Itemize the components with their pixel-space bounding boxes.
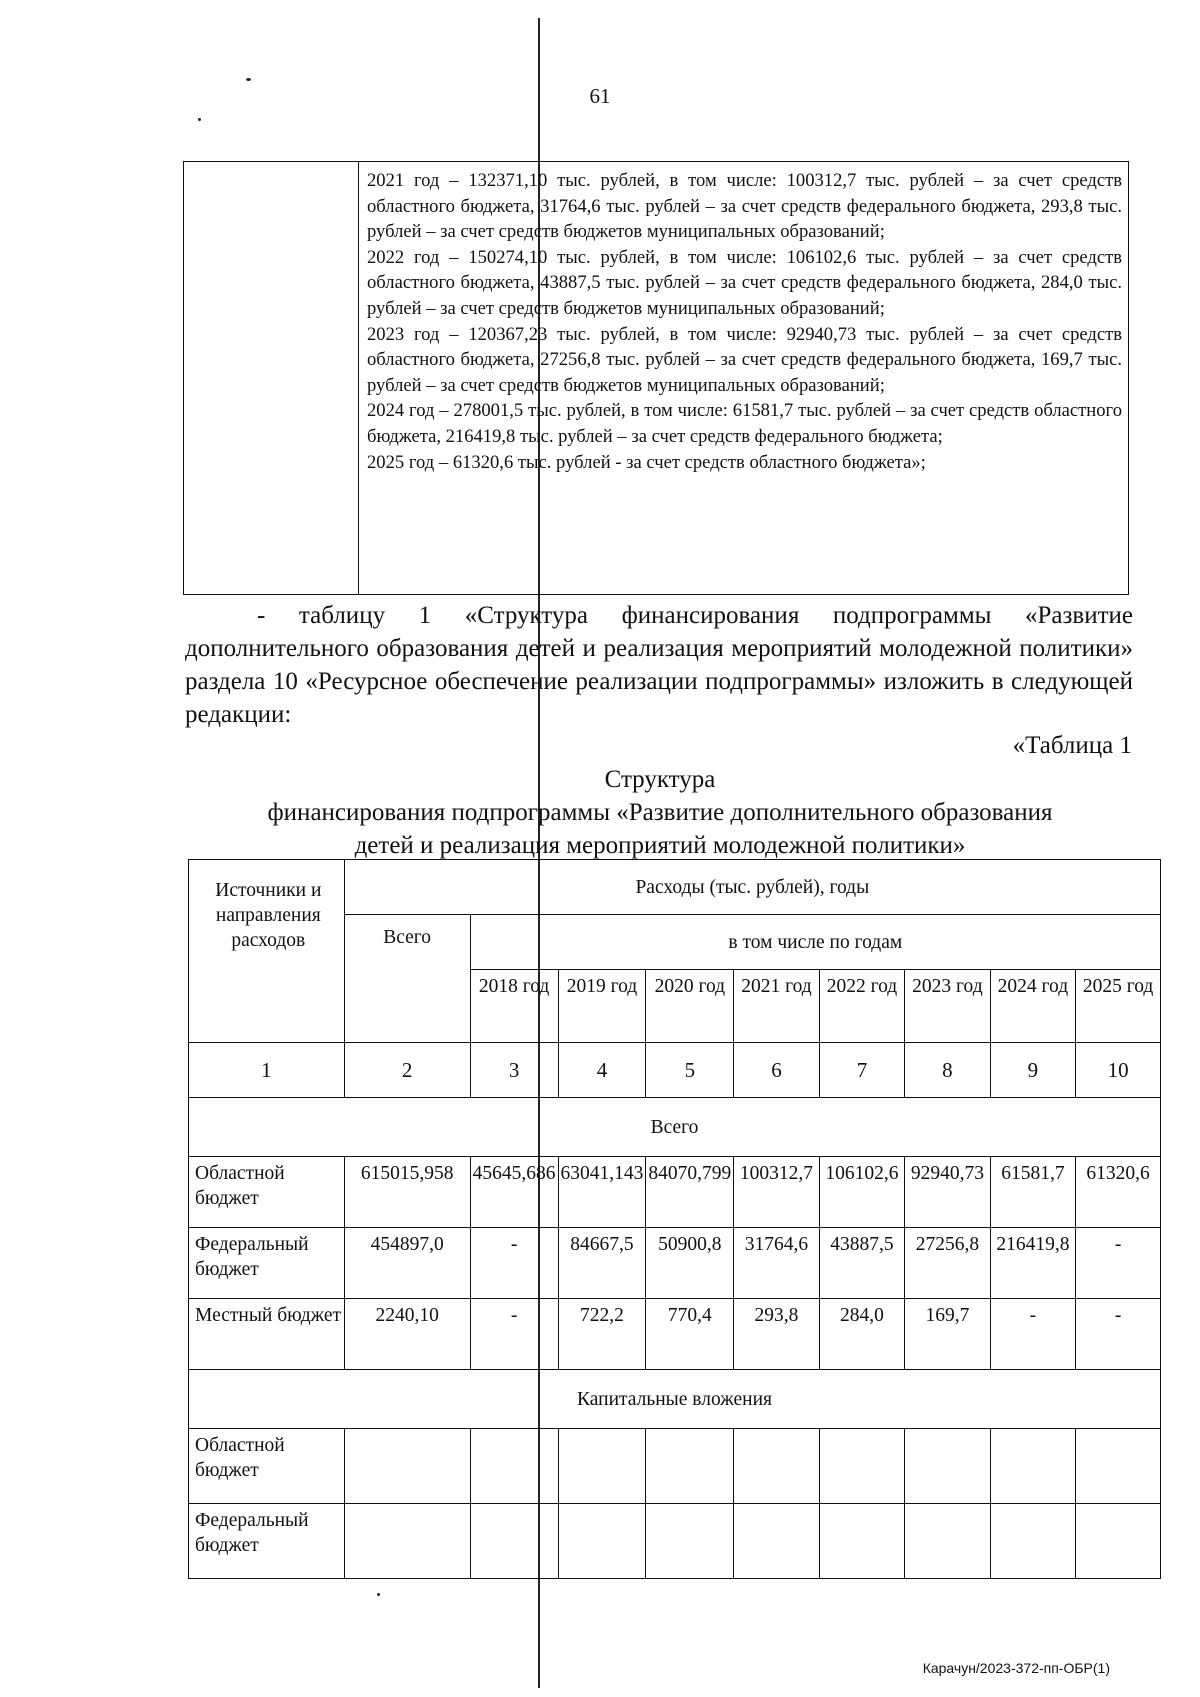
cell-value: 722,2 — [558, 1299, 646, 1370]
funding-box-label-cell — [184, 162, 359, 595]
cell-value: 100312,7 — [734, 1157, 819, 1228]
table-title-line-2: финансирования подпрограммы «Развитие дополнительного образования — [267, 799, 1053, 826]
cell-empty — [905, 1429, 990, 1504]
cell-value: 43887,5 — [819, 1228, 904, 1299]
amendment-text: - таблицу 1 «Структура финансирования подпрограммы «Развитие дополнительного образования детей и реализация мероприятий молодежной политики» раздела 10 «Ресурсное обеспечение реализации подпрограммы» изложить в следующей редакции: — [185, 602, 1133, 728]
table-label: «Таблица 1 — [1012, 732, 1132, 759]
cell-value: 27256,8 — [905, 1228, 990, 1299]
cell-value: 61581,7 — [990, 1157, 1075, 1228]
cell-empty — [734, 1429, 819, 1504]
row-label: Областной бюджет — [189, 1429, 345, 1504]
funding-line-2024: 2024 год – 278001,5 тыс. рублей, в том числе: 61581,7 тыс. рублей – за счет средств областного бюджета, 216419,8 тыс. рублей – за счет средств федерального бюджета; — [367, 400, 1122, 447]
cell-empty — [990, 1504, 1075, 1579]
row-label: Федеральный бюджет — [189, 1228, 345, 1299]
cell-value: 84667,5 — [558, 1228, 646, 1299]
cell-empty — [470, 1504, 558, 1579]
section-total: Всего — [189, 1098, 1161, 1157]
table-row — [189, 1299, 1161, 1370]
header-year-2018: 2018 год — [470, 970, 558, 1043]
row-label: Местный бюджет — [189, 1299, 345, 1370]
header-by-years: в том числе по годам — [470, 915, 1160, 970]
scan-speck — [198, 118, 201, 121]
cell-value: - — [1076, 1228, 1161, 1299]
column-number: 4 — [558, 1043, 646, 1098]
row-label: Федеральный бюджет — [189, 1504, 345, 1579]
funding-line-2023: 2023 год – 120367,23 тыс. рублей, в том числе: 92940,73 тыс. рублей – за счет средств областного бюджета, 27256,8 тыс. рублей – за счет средств федерального бюджета, 169,7 тыс. рублей – за счет средств бюджетов муниципальных образований; — [367, 323, 1122, 396]
cell-value: 106102,6 — [819, 1157, 904, 1228]
cell-empty — [819, 1429, 904, 1504]
cell-value: - — [1076, 1299, 1161, 1370]
cell-empty — [646, 1504, 734, 1579]
cell-empty — [1076, 1504, 1161, 1579]
header-year-2022: 2022 год — [819, 970, 904, 1043]
cell-empty — [734, 1504, 819, 1579]
cell-value: 45645,686 — [470, 1157, 558, 1228]
cell-value: 50900,8 — [646, 1228, 734, 1299]
cell-empty — [558, 1504, 646, 1579]
row-total: 454897,0 — [344, 1228, 470, 1299]
row-total: 2240,10 — [344, 1299, 470, 1370]
cell-value: 31764,6 — [734, 1228, 819, 1299]
column-number: 8 — [905, 1043, 990, 1098]
cell-empty — [646, 1429, 734, 1504]
cell-value: 169,7 — [905, 1299, 990, 1370]
header-year-2021: 2021 год — [734, 970, 819, 1043]
row-total: 615015,958 — [344, 1157, 470, 1228]
header-year-2023: 2023 год — [905, 970, 990, 1043]
column-number: 9 — [990, 1043, 1075, 1098]
cell-value: 293,8 — [734, 1299, 819, 1370]
header-year-2019: 2019 год — [558, 970, 646, 1043]
header-year-2020: 2020 год — [646, 970, 734, 1043]
header-year-2024: 2024 год — [990, 970, 1075, 1043]
cell-empty — [558, 1429, 646, 1504]
cell-empty — [470, 1429, 558, 1504]
column-number: 2 — [344, 1043, 470, 1098]
column-number: 3 — [470, 1043, 558, 1098]
cell-value: - — [990, 1299, 1075, 1370]
amendment-paragraph — [185, 599, 1133, 731]
column-number: 10 — [1076, 1043, 1161, 1098]
cell-value: 92940,73 — [905, 1157, 990, 1228]
cell-value: - — [470, 1228, 558, 1299]
cell-empty — [905, 1504, 990, 1579]
cell-value: 84070,799 — [646, 1157, 734, 1228]
table-title-line-1: Структура — [604, 766, 716, 793]
funding-line-2021: 2021 год – 132371,10 тыс. рублей, в том числе: 100312,7 тыс. рублей – за счет средств областного бюджета, 31764,6 тыс. рублей – за счет средств федерального бюджета, 293,8 тыс. рублей – за счет средств бюджетов муниципальных образований; — [367, 170, 1122, 243]
cell-empty — [819, 1504, 904, 1579]
table-title-line-3: детей и реализация мероприятий молодежной политики» — [354, 832, 966, 859]
cell-value: 63041,143 — [558, 1157, 646, 1228]
cell-value: 216419,8 — [990, 1228, 1075, 1299]
section-capital: Капитальные вложения — [189, 1370, 1161, 1429]
column-number: 5 — [646, 1043, 734, 1098]
finance-table — [188, 859, 1161, 1579]
table-row — [189, 1157, 1161, 1228]
table-row — [189, 1228, 1161, 1299]
column-number: 1 — [189, 1043, 345, 1098]
cell-empty — [344, 1429, 470, 1504]
page-number: 61 — [589, 84, 611, 108]
cell-value: 770,4 — [646, 1299, 734, 1370]
column-number: 6 — [734, 1043, 819, 1098]
column-number: 7 — [819, 1043, 904, 1098]
cell-empty — [344, 1504, 470, 1579]
funding-line-2025: 2025 год – 61320,6 тыс. рублей - за счет средств областного бюджета»; — [367, 451, 926, 473]
header-year-2025: 2025 год — [1076, 970, 1161, 1043]
header-total: Всего — [344, 915, 470, 1043]
funding-box — [183, 161, 1129, 595]
cell-empty — [1076, 1429, 1161, 1504]
funding-box-text — [359, 162, 1129, 595]
cell-value: - — [470, 1299, 558, 1370]
scan-speck — [377, 1593, 380, 1596]
scan-speck — [246, 78, 251, 81]
table-row — [189, 1429, 1161, 1504]
funding-line-2022: 2022 год – 150274,10 тыс. рублей, в том числе: 106102,6 тыс. рублей – за счет средств областного бюджета, 43887,5 тыс. рублей – за счет средств федерального бюджета, 284,0 тыс. рублей – за счет средств бюджетов муниципальных образований; — [367, 246, 1122, 319]
row-label: Областной бюджет — [189, 1157, 345, 1228]
cell-empty — [990, 1429, 1075, 1504]
cell-value: 61320,6 — [1076, 1157, 1161, 1228]
header-expenses: Расходы (тыс. рублей), годы — [344, 860, 1160, 915]
cell-value: 284,0 — [819, 1299, 904, 1370]
header-sources: Источники и направления расходов — [189, 860, 345, 1043]
document-code: Карачун/2023-372-пп-ОБР(1) — [922, 1660, 1110, 1676]
table-row — [189, 1504, 1161, 1579]
